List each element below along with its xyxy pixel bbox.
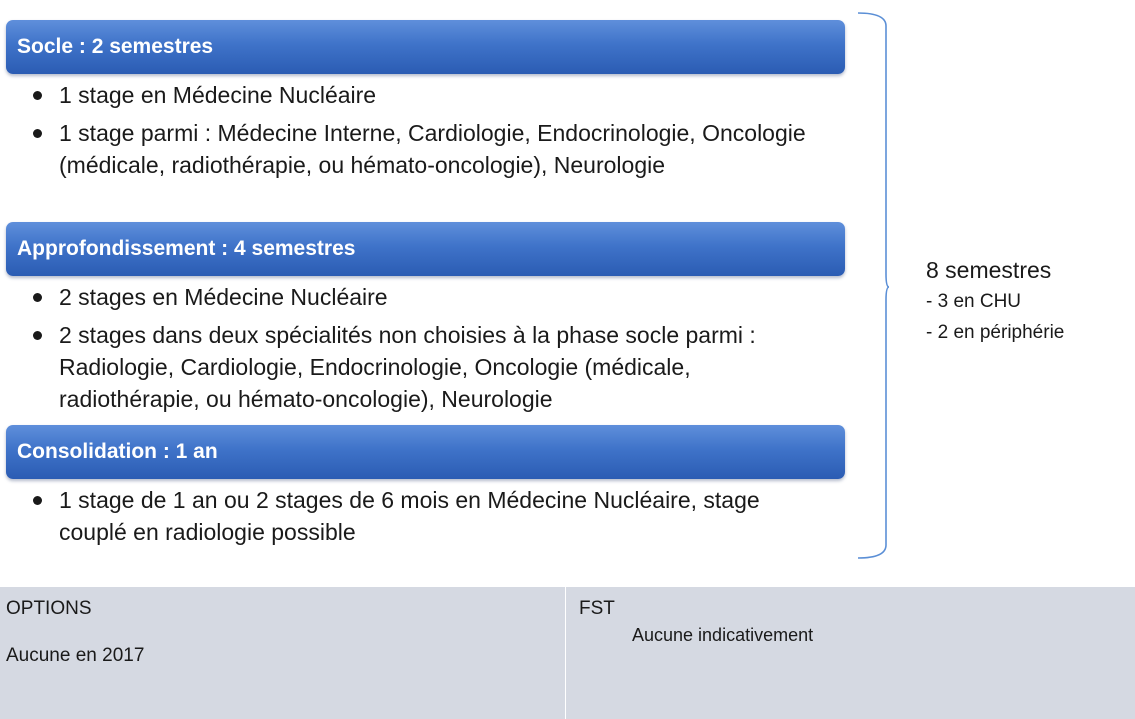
phase-header-socle: Socle : 2 semestres xyxy=(6,20,845,74)
bullet-icon xyxy=(33,91,42,100)
list-item xyxy=(32,117,832,181)
bullet-icon xyxy=(33,331,42,340)
list-item xyxy=(32,281,792,313)
summary-total: 8 semestres xyxy=(926,257,1052,283)
panel-divider xyxy=(565,587,566,719)
bullet-icon xyxy=(33,129,42,138)
fst-label: FST xyxy=(579,598,615,619)
bottom-panels xyxy=(0,587,1135,719)
phase-items-consolidation xyxy=(32,484,812,554)
list-item xyxy=(32,484,812,548)
list-item-text: 2 stages en Médecine Nucléaire xyxy=(59,284,388,310)
duration-summary xyxy=(926,254,1064,348)
fst-value: Aucune indicativement xyxy=(632,625,814,645)
phase-header-approfondissement: Approfondissement : 4 semestres xyxy=(6,222,845,276)
summary-detail-peripherie: - 2 en périphérie xyxy=(926,322,1065,343)
list-item-text: 1 stage parmi : Médecine Interne, Cardiologie, Endocrinologie, Oncologie (médicale, radiothérapie, ou hémato-oncologie), Neurologie xyxy=(59,120,806,178)
summary-detail-chu: - 3 en CHU xyxy=(926,291,1022,312)
list-item-text: 1 stage de 1 an ou 2 stages de 6 mois en Médecine Nucléaire, stage couplé en radiologie possible xyxy=(59,487,760,545)
phase-items-socle xyxy=(32,79,832,187)
options-label: OPTIONS xyxy=(6,598,92,619)
list-item xyxy=(32,319,792,415)
list-item-text: 2 stages dans deux spécialités non choisies à la phase socle parmi : Radiologie, Cardiologie, Endocrinologie, Oncologie (médicale, radiothérapie, ou hémato-oncologie), Neurologie xyxy=(59,322,756,412)
phase-items-approfondissement xyxy=(32,281,792,421)
list-item-text: 1 stage en Médecine Nucléaire xyxy=(59,82,377,108)
curly-brace-icon xyxy=(856,12,892,560)
options-value: Aucune en 2017 xyxy=(6,645,145,666)
list-item xyxy=(32,79,832,111)
curly-brace-path xyxy=(858,13,889,558)
bullet-icon xyxy=(33,293,42,302)
bullet-icon xyxy=(33,496,42,505)
phase-header-consolidation: Consolidation : 1 an xyxy=(6,425,845,479)
